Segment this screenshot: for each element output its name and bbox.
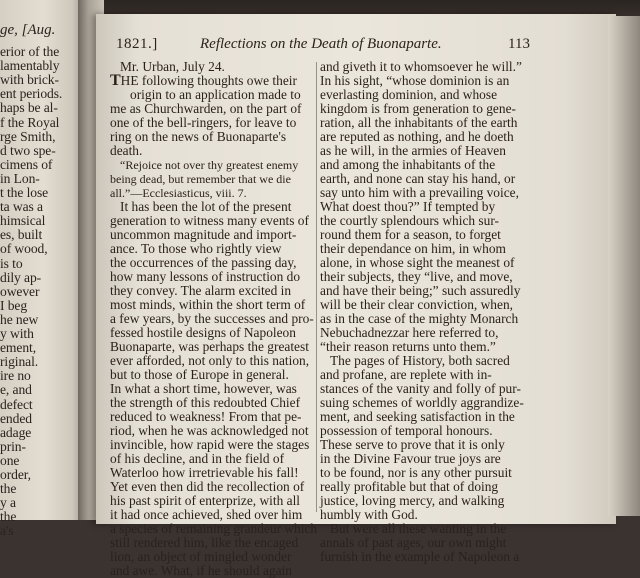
left-page-line: haps be al- <box>0 100 58 116</box>
column-right-line: humbly with God. <box>320 507 418 522</box>
column-right-line: as in the case of the mighty Monarch <box>320 311 519 326</box>
column-right-line: annals of past ages, our own might <box>320 535 507 550</box>
column-left-line: of his decline, and in the field of <box>110 451 285 466</box>
column-left-line: the occurrences of the passing day, <box>110 255 297 270</box>
column-right-line: as he will, in the armies of Heaven <box>320 143 506 158</box>
column-right-line: say unto him with a prevailing voice, <box>320 185 519 200</box>
left-page-line: prin- <box>0 438 26 454</box>
column-right-line: ment, and seeking satisfaction in the <box>320 409 515 424</box>
column-left-line: and awe. What, if he should again <box>110 563 292 578</box>
column-left-line: how many lessons of instruction do <box>110 269 301 284</box>
column-left-line: reduced to weakness! From that pe- <box>110 409 302 424</box>
column-right-line: round them for a season, to forget <box>320 227 501 242</box>
column-left-line: “Rejoice not over thy greatest enemy <box>120 158 299 172</box>
left-page-header: ge, [Aug. <box>0 22 56 38</box>
column-left-line: Mr. Urban, July 24. <box>120 59 225 74</box>
header-year: 1821.] <box>116 36 158 52</box>
column-left-line: Waterloo how irretrievable his fall! <box>110 465 299 480</box>
left-page-line: cimens of <box>0 156 53 172</box>
left-page-line: the <box>0 481 17 497</box>
column-right-line: These serve to prove that it is only <box>320 437 505 452</box>
column-left-line: fessed hostile designs of Napoleon <box>110 325 296 340</box>
left-page-line: es, built <box>0 227 43 243</box>
column-left-line: one of the bell-ringers, for leave to <box>110 115 297 130</box>
column-right-line: their dependance on him, in whom <box>320 241 506 256</box>
left-page-line: owever <box>0 283 40 299</box>
column-left-line: but to those of Europe in general. <box>110 367 289 382</box>
column-left-line: his past spirit of enterprize, with all <box>110 493 301 508</box>
left-page-line: rge Smith, <box>0 128 56 144</box>
left-page-line: a's <box>0 523 14 539</box>
column-right-line: “their reason returns unto them.” <box>320 339 496 354</box>
left-page-line: riginal. <box>0 354 39 370</box>
column-divider <box>316 62 317 512</box>
column-right-line: suing schemes of worldly aggrandize- <box>320 395 524 410</box>
left-page-line: the <box>0 509 17 525</box>
column-right-line: and profane, are replete with in- <box>320 367 492 382</box>
left-page-line: dily ap- <box>0 269 42 285</box>
left-page-line: y a <box>0 495 16 511</box>
left-column <box>110 59 318 578</box>
column-left-line: they convey. The alarm excited in <box>110 283 292 298</box>
page-edge <box>608 16 640 516</box>
column-right-line: Nebuchadnezzar here referred to, <box>320 325 499 340</box>
column-right-line: In his sight, “whose dominion is an <box>320 73 510 88</box>
column-right-line: will be their clear conviction, when, <box>320 297 513 312</box>
left-page-line: himsical <box>0 213 46 229</box>
column-left-line: most minds, within the short term of <box>110 297 306 312</box>
column-left-line: all.”—Ecclesiasticus, viii. 7. <box>110 186 247 200</box>
left-page-line: one <box>0 452 20 468</box>
column-left-line: generation to witness many events of <box>110 213 309 228</box>
column-left-line: lion, an object of mingled wonder <box>110 549 292 564</box>
column-right-line: furnish in the example of Napoleon a <box>320 549 520 564</box>
left-page-line: f the Royal <box>0 114 60 130</box>
column-left-line <box>110 74 310 88</box>
column-right-line: What doest thou?” If tempted by <box>320 199 496 214</box>
column-right-line: ration, all the inhabitants of the earth <box>320 115 518 130</box>
column-right-line: in the Divine Favour true joys are <box>320 451 501 466</box>
column-left-line: ring on the news of Buonaparte's <box>110 129 287 144</box>
left-page-line: d two spe- <box>0 142 56 158</box>
column-right-line: But were all these wanting in the <box>330 521 507 536</box>
left-page-line: he new <box>0 311 39 327</box>
column-right-line: and giveth it to whomsoever he will.” <box>320 59 522 74</box>
column-left-line: a species of remaining grandeur which <box>110 521 318 536</box>
column-right-line: justice, loving mercy, and walking <box>320 493 505 508</box>
column-left-line: uncommon magnitude and import- <box>110 227 297 242</box>
left-page-line: ended <box>0 410 32 426</box>
left-page-line: ement, <box>0 340 37 356</box>
left-page-line: is to <box>0 255 23 271</box>
drop-cap: T <box>110 72 121 89</box>
column-right-line: the courtly splendours which sur- <box>320 213 499 228</box>
left-page-line: with brick- <box>0 72 59 88</box>
column-left-line: invincible, how rapid were the stages <box>110 437 310 452</box>
column-left-line: the strength of this redoubted Chief <box>110 395 301 410</box>
column-left-line: a few years, by the successes and pro- <box>110 311 314 326</box>
left-page-line: erior of the <box>0 44 60 59</box>
column-right-line: kingdom is from generation to gene- <box>320 101 516 116</box>
column-right-line: are reputed as nothing, and he doeth <box>320 129 514 144</box>
left-page-line: I beg <box>0 297 28 313</box>
column-left-line: ance. To those who rightly view <box>110 241 282 256</box>
column-left-line: it had once achieved, shed over him <box>110 507 303 522</box>
column-right-line: really profitable but that of doing <box>320 479 499 494</box>
left-page-line: ire no <box>0 368 31 384</box>
left-page-line: in Lon- <box>0 170 40 186</box>
column-right-line: The pages of History, both sacred <box>330 353 510 368</box>
column-right-line: possession of temporal honours. <box>320 423 493 438</box>
header-title: Reflections on the Death of Buonaparte. <box>200 36 442 52</box>
column-left-line: being dead, but remember that we die <box>110 172 291 186</box>
running-head <box>108 36 538 58</box>
column-left-line: ever afforded, not only to this nation, <box>110 353 310 368</box>
left-page-line: defect <box>0 396 33 412</box>
column-right-line: alone, in whose sight the meanest of <box>320 255 515 270</box>
column-left-line: still rendered him, like the encaged <box>110 535 299 550</box>
left-page-line: e, and <box>0 382 32 398</box>
column-left-line: me as Churchwarden, on the part of <box>110 101 302 116</box>
left-page <box>0 0 86 539</box>
column-left-line: riod, when he was acknowledged not <box>110 423 309 438</box>
column-right-line: to be found, nor is any other pursuit <box>320 465 512 480</box>
column-right-line: and have their being;” such assuredly <box>320 283 521 298</box>
column-right-line: stances of the vanity and folly of pur- <box>320 381 521 396</box>
column-left-line: death. <box>110 143 143 158</box>
column-right-line: their subjects, they “live, and move, <box>320 269 513 284</box>
first-line-text: HE following thoughts owe their <box>120 73 297 88</box>
left-page-line: adage <box>0 424 32 440</box>
column-left-line: In what a short time, however, was <box>110 381 297 396</box>
left-page-line: order, <box>0 467 31 482</box>
left-page-line: y with <box>0 326 34 341</box>
column-right-line: earth, and none can stay his hand, or <box>320 171 516 186</box>
left-page-line: ta was a <box>0 199 43 215</box>
column-left-line: Buonaparte, was perhaps the greatest <box>110 339 309 354</box>
column-left-line: Yet even then did the recollection of <box>110 479 305 494</box>
page-number: 113 <box>508 36 530 52</box>
right-column <box>320 60 535 564</box>
column-left-line: It has been the lot of the present <box>120 199 292 214</box>
column-right-line: and among the inhabitants of the <box>320 157 496 172</box>
column-left-line: origin to an application made to <box>130 87 301 102</box>
left-page-line: lamentably <box>0 58 60 74</box>
column-right-line: everlasting dominion, and whose <box>320 87 498 102</box>
left-page-line: t the lose <box>0 185 49 200</box>
left-page-line: of wood, <box>0 241 48 257</box>
left-page-line: ent periods. <box>0 86 63 102</box>
